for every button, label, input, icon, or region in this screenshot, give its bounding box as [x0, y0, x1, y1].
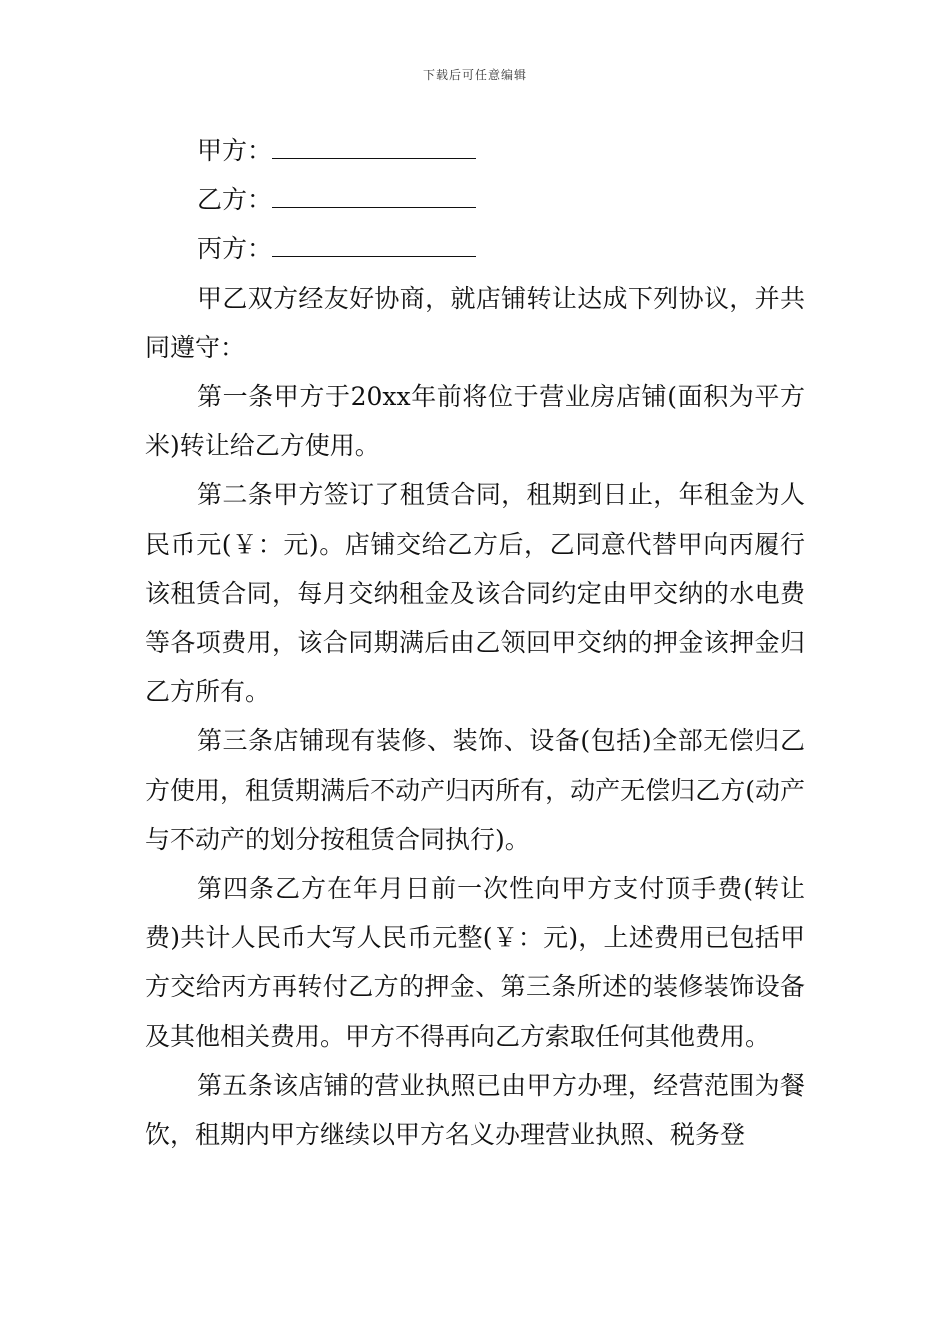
article-1-paragraph: 第一条甲方于20xx年前将位于营业房店铺(面积为平方米)转让给乙方使用。 [145, 382, 805, 461]
party-b-line [145, 175, 805, 224]
party-c-label: 丙方： [197, 234, 273, 264]
header-note: 下载后可任意编辑 [422, 68, 527, 82]
article-2-paragraph: 第二条甲方签订了租赁合同，租期到日止，年租金为人民币元(￥：元)。店铺交给乙方后，乙同意代替甲向丙履行该租赁合同，每月交纳租金及该合同约定由甲交纳的水电费等各项费用，该合同期满后由乙领回甲交纳的押金该押金归乙方所有。 [145, 480, 805, 707]
party-a-label: 甲方： [197, 136, 273, 165]
article-5-paragraph: 第五条该店铺的营业执照已由甲方办理，经营范围为餐饮，租期内甲方继续以甲方名义办理营业执照、税务登 [145, 1070, 805, 1150]
article-4-paragraph: 第四条乙方在年月日前一次性向甲方支付顶手费(转让费)共计人民币大写人民币元整(￥：元)，上述费用已包括甲方交给丙方再转付乙方的押金、第三条所述的装修装饰设备及其他相关费用。甲方不得再向乙方索取任何其他费用。 [145, 874, 805, 1051]
party-c-line [145, 224, 805, 273]
intro-paragraph: 甲乙双方经友好协商，就店铺转让达成下列协议，并共同遵守： [145, 283, 805, 362]
party-b-label: 乙方： [197, 185, 273, 215]
contract-body [145, 126, 805, 1159]
party-c-blank [272, 234, 476, 258]
party-b-blank [272, 185, 476, 209]
party-a-blank [272, 136, 476, 160]
party-a-line [145, 126, 805, 175]
article-3-paragraph: 第三条店铺现有装修、装饰、设备(包括)全部无偿归乙方使用，租赁期满后不动产归丙所有，动产无偿归乙方(动产与不动产的划分按租赁合同执行)。 [145, 726, 805, 854]
